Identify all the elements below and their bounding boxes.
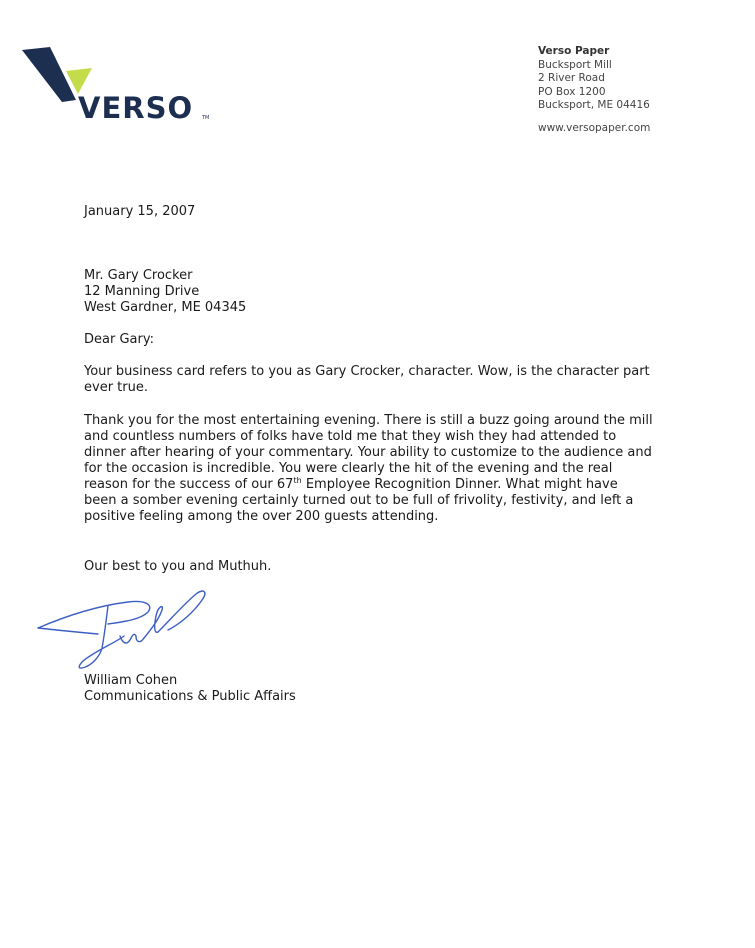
sender-website: www.versopaper.com [538,121,651,134]
body-paragraph-2-text-a: Thank you for the most entertaining evening. There is still a buzz going around the mill and countless numbers of folks have told me that they wish they had attended to dinner after hearing of your commentary. Your ability to customize to the audience and for the occasion is incredible. You were clearly the hit of the evening and the real reason for the success of our 67 [84,413,653,492]
sender-address-line: Bucksport Mill [538,58,612,71]
closing-line: Our best to you and Muthuh. [84,559,272,574]
salutation: Dear Gary: [84,332,154,347]
signer-name: William Cohen [84,673,178,688]
signer-title: Communications & Public Affairs [84,689,296,704]
sender-address-line: Bucksport, ME 04416 [538,99,650,111]
sender-address-block [538,45,650,135]
recipient-line: 12 Manning Drive [84,284,200,299]
ordinal-suffix: th [293,476,302,485]
sender-address-line: 2 River Road [538,72,605,84]
body-paragraph-2 [84,413,654,525]
sender-address-line: PO Box 1200 [538,85,606,98]
letter-date: January 15, 2007 [84,204,196,219]
handwritten-signature [36,586,216,676]
body-paragraph-2-text-b: Employee Recognition Dinner. What might have been a somber evening certainly turned out to be full of frivolity, festivity, and left a positive feeling among the over 200 guests attending. [84,477,634,524]
signer-block [84,673,296,705]
recipient-line: Mr. Gary Crocker [84,268,193,283]
body-paragraph-1: Your business card refers to you as Gary Crocker, character. Wow, is the character part ever true. [84,364,650,395]
recipient-address-block [84,268,246,316]
verso-logo-tm: TM [202,115,210,121]
sender-company: Verso Paper [538,45,610,57]
recipient-line: West Gardner, ME 04345 [84,300,247,315]
verso-logo-text: VERSO [78,91,194,125]
signature-icon [36,586,216,676]
